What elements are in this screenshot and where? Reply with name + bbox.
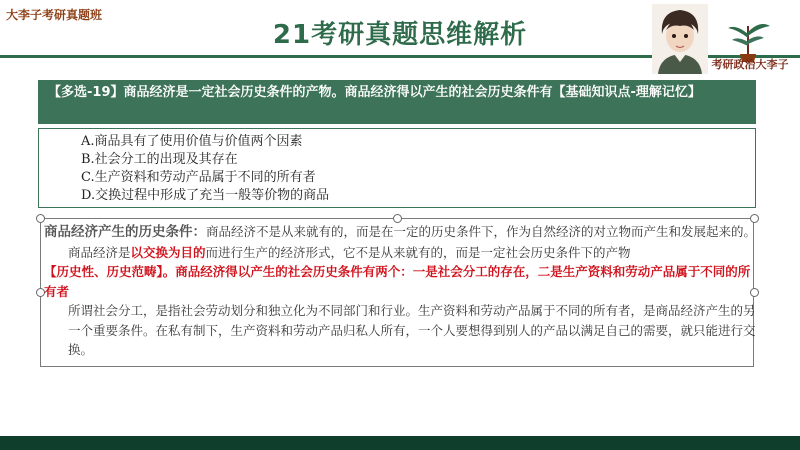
brand-text: 考研政治大李子 xyxy=(711,58,789,71)
option-b: B.社会分工的出现及其存在 xyxy=(81,152,238,167)
presenter-avatar xyxy=(652,4,708,74)
analysis-heading: 商品经济产生的历史条件： xyxy=(44,224,206,240)
corner-label: 大李子考研真题班 xyxy=(6,8,103,22)
analysis-paragraph-2: 商品经济是以交换为目的而进行生产的经济形式，它不是从来就有的，而是一定社会历史条件下的产物 xyxy=(68,244,631,260)
bottom-bar xyxy=(0,436,800,450)
analysis-paragraph-1: 商品经济产生的历史条件：商品经济不是从来就有的，而是在一定的历史条件下，作为自然经济的对立物而产生和发展起来的。 xyxy=(44,224,757,240)
option-a: A.商品具有了使用价值与价值两个因素 xyxy=(81,134,303,149)
options-box xyxy=(38,128,756,208)
slide-title: 21考研真题思维解析 xyxy=(272,20,528,50)
option-c: C.生产资料和劳动产品属于不同的所有者 xyxy=(81,170,316,185)
highlight-conditions: 【历史性、历史范畴】。商品经济得以产生的社会历史条件有两个：一是社会分工的存在，二是生产资料和劳动产品属于不同的所有者 xyxy=(44,264,751,299)
analysis-text xyxy=(44,222,756,360)
analysis-paragraph-2-highlight xyxy=(44,262,756,301)
option-d: D.交换过程中形成了充当一般等价物的商品 xyxy=(81,188,330,203)
analysis-paragraph-3: 所谓社会分工，是指社会劳动划分和独立化为不同部门和行业。生产资料和劳动产品属于不同的所有者，是商品经济产生的另一个重要条件。在私有制下，生产资料和劳动产品归私人所有，一个人要想得到别人的产品以满足自己的需要，就只能进行交换。 xyxy=(68,303,756,357)
highlight-exchange: 以交换为目的 xyxy=(130,244,206,260)
question-box: 【多选-19】商品经济是一定社会历史条件的产物。商品经济得以产生的社会历史条件有【基础知识点-理解记忆】 xyxy=(38,80,756,124)
